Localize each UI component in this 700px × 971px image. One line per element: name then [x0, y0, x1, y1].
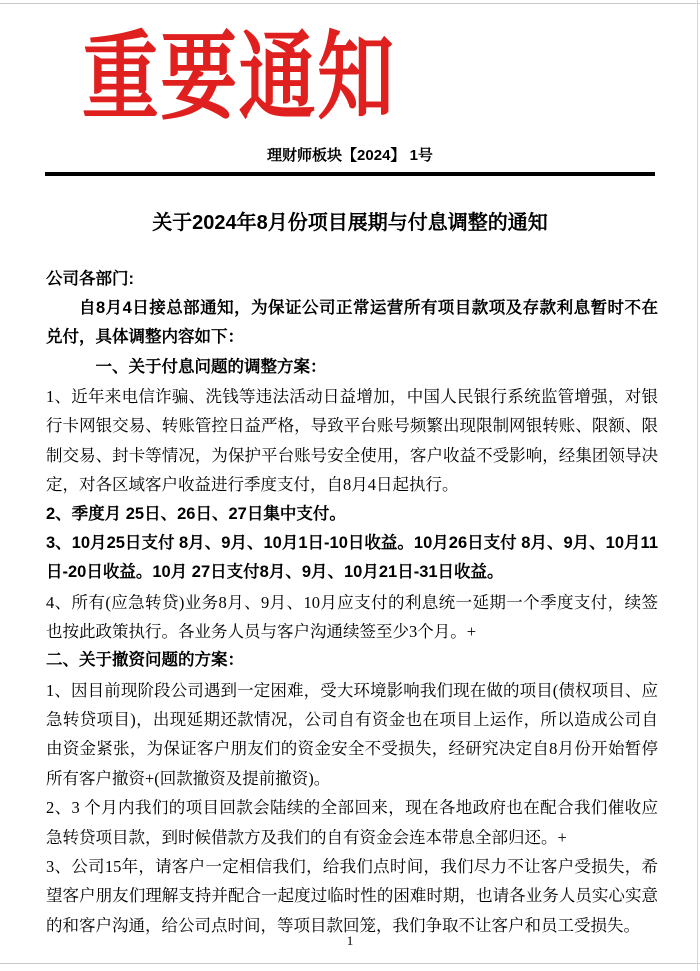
section-1-item-4: 4、所有(应急转贷)业务8月、9月、10月应支付的利息统一延期一个季度支付，续签也按此政策执行。各业务人员与客户沟通续签至少3个月。+ [46, 592, 658, 641]
scan-edge-top [0, 3, 700, 4]
section-2-item-2: 2、3 个月内我们的项目回款会陆续的全部回来，现在各地政府也在配合我们催收应急转贷项目款，到时候借款方及我们的自有资金会连本带息全部归还。+ [46, 798, 658, 847]
document-body [46, 265, 658, 940]
section-2-item-1: 1、因目前现阶段公司遇到一定困难，受大环境影响我们现在做的项目(债权项目、应急转贷项目)，出现延期还款情况，公司自有资金也在项目上运作，所以造成公司自由资金紧张，为保证客户朋友们的资金安全不受损失，经研究决定自8月份开始暂停所有客户撤资+(回款撤资及提前撤资)。 [46, 680, 658, 788]
page-number: 1 [346, 933, 354, 948]
scan-edge-right [697, 0, 698, 971]
section-1-item-3: 3、10月25日支付 8月、9月、10月1日-10日收益。10月26日支付 8月、9月、10月11日-20日收益。10月 27日支付8月、9月、10月21日-31日收益。 [46, 533, 658, 582]
intro-paragraph: 自8月4日接总部通知，为保证公司正常运营所有项目款项及存款利息暂时不在兑付，具体调整内容如下： [46, 299, 658, 347]
doc-number: 理财师板块【2024】 1号 [267, 146, 433, 164]
section-1-item-2: 2、季度月 25日、26日、27日集中支付。 [46, 504, 346, 523]
scan-edge-bottom [0, 963, 700, 964]
section-1-heading: 一、关于付息问题的调整方案： [95, 357, 327, 376]
salutation: 公司各部门: [46, 269, 134, 288]
section-2-heading: 二、关于撤资问题的方案： [46, 651, 244, 670]
notice-title: 关于2024年8月份项目展期与付息调整的通知 [152, 211, 548, 234]
divider-rule [45, 172, 655, 176]
banner-title: 重要通知 [82, 24, 396, 131]
section-1-item-1: 1、近年来电信诈骗、洗钱等违法活动日益增加，中国人民银行系统监管增强，对银行卡网银交易、转账管控日益严格，导致平台账号频繁出现限制网银转账、限额、限制交易、封卡等情况，为保护平台账号安全使用，客户收益不受影响，经集团领导决定，对各区域客户收益进行季度支付，自8月4日起执行。 [46, 387, 658, 495]
section-2-item-3: 3、公司15年，请客户一定相信我们，给我们点时间，我们尽力不让客户受损失，希望客户朋友们理解支持并配合一起度过临时性的困难时期，也请各业务人员实心实意的和客户沟通，给公司点时间，等项目款回笼，我们争取不让客户和员工受损失。 [46, 856, 658, 935]
